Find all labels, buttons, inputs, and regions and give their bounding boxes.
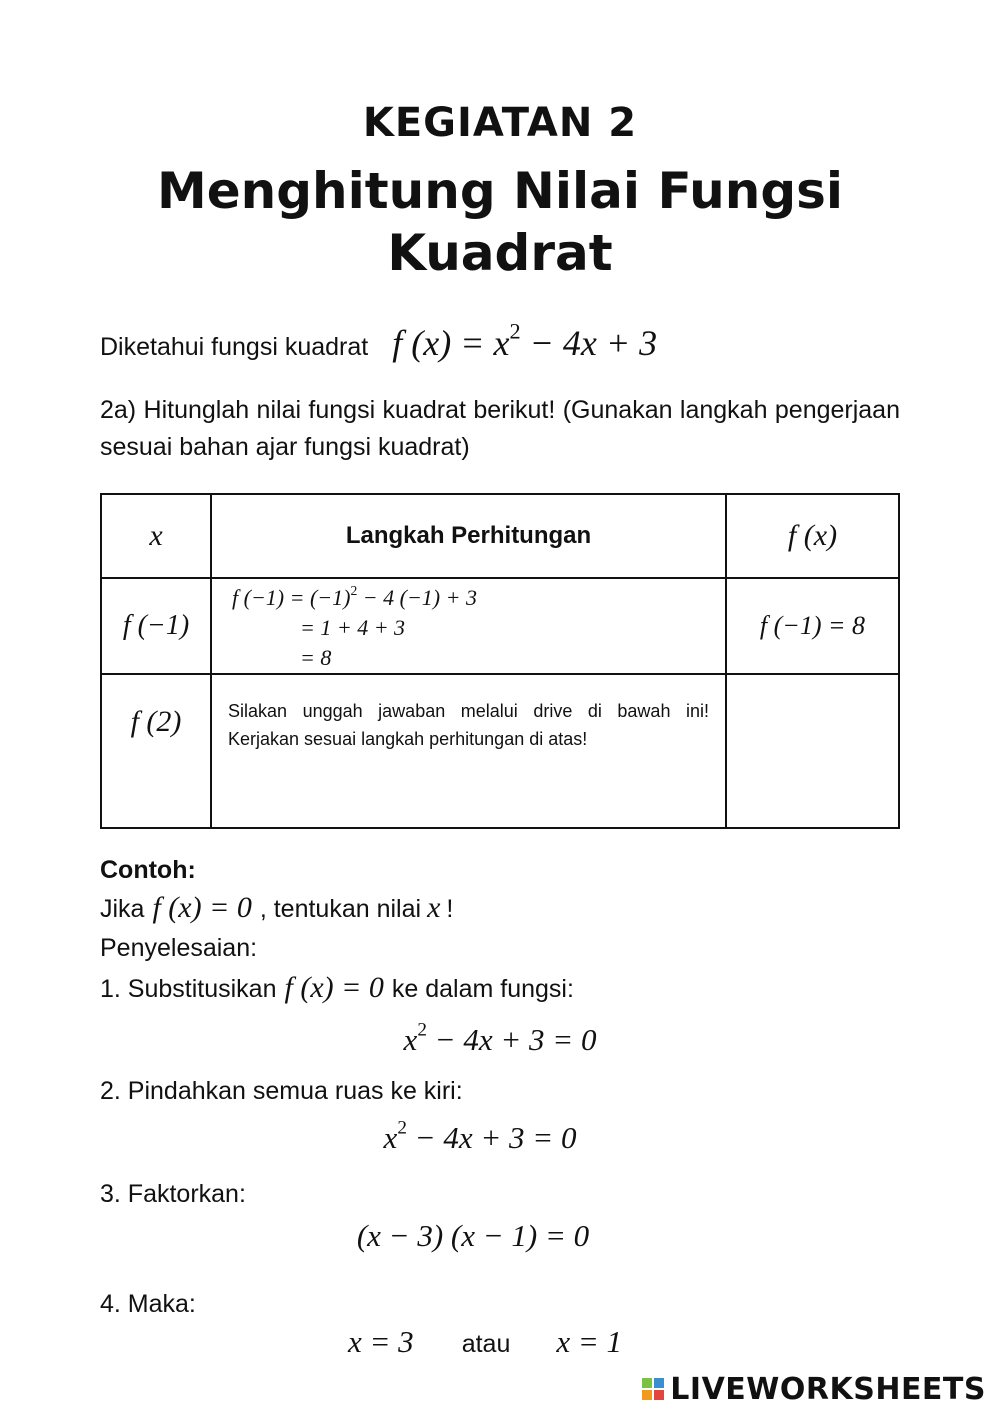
row-result: f (−1) = 8 bbox=[726, 578, 899, 674]
example-step-3: 3. Faktorkan: bbox=[100, 1180, 246, 1208]
header-steps: Langkah Perhitungan bbox=[211, 494, 726, 578]
given-label: Diketahui fungsi kuadrat bbox=[100, 333, 369, 361]
logo-icon bbox=[642, 1378, 666, 1402]
example-step-1: 1. Substitusikan f (x) = 0 ke dalam fungsi: bbox=[100, 971, 574, 1004]
equation-2: $x^2 - 4x + 3 = 0$ bbox=[383, 1117, 577, 1155]
row-x-value: f (2) bbox=[101, 674, 211, 828]
table-row bbox=[101, 674, 899, 828]
step-line: f $(-1) = (-1)^2 - 4$ (−1) + 3 bbox=[232, 582, 477, 610]
example-section bbox=[100, 852, 900, 1008]
page-title-line1: Menghitung Nilai Fungsi bbox=[156, 162, 844, 220]
step-line: = 8 bbox=[300, 645, 332, 670]
answer-input-cell[interactable] bbox=[726, 674, 899, 828]
given-formula: f $(x) = x^2 - 4x + 3$ bbox=[392, 318, 658, 363]
example-step-2: 2. Pindahkan semua ruas ke kiri: bbox=[100, 1077, 463, 1105]
activity-label: KEGIATAN 2 bbox=[362, 100, 638, 146]
example-question: Jika f (x) = 0 , tentukan nilai x ! bbox=[100, 891, 454, 924]
logo-text: LIVEWORKSHEETS bbox=[670, 1372, 986, 1407]
solution-label: Penyelesaian: bbox=[100, 934, 258, 962]
equation-3: (x − 3) (x − 1) = 0 bbox=[356, 1218, 590, 1253]
page-title bbox=[0, 160, 1000, 284]
answer-x-1: x = 1 bbox=[556, 1324, 623, 1359]
final-answer bbox=[348, 1324, 622, 1360]
example-heading: Contoh: bbox=[100, 856, 196, 884]
calculation-table bbox=[100, 493, 900, 829]
row-x-value: f (−1) bbox=[101, 578, 211, 674]
table-row bbox=[101, 578, 899, 674]
liveworksheets-logo bbox=[642, 1372, 986, 1407]
answer-x-3: x = 3 bbox=[348, 1324, 414, 1359]
header-fx: f (x) bbox=[726, 494, 899, 578]
page-title-line2: Kuadrat bbox=[387, 224, 613, 282]
equation-1: $x^2 - 4x + 3 = 0$ bbox=[403, 1019, 597, 1057]
table-header-row bbox=[101, 494, 899, 578]
step-line: = 1 + 4 + 3 bbox=[300, 615, 406, 640]
instruction-text: 2a) Hitunglah nilai fungsi kuadrat berikut! (Gunakan langkah pengerjaan sesuai bahan ajar fungsi kuadrat) bbox=[100, 396, 900, 461]
row-steps bbox=[211, 578, 726, 674]
upload-hint: Silakan unggah jawaban melalui drive di bawah ini! Kerjakan sesuai langkah perhitungan di atas! bbox=[211, 674, 726, 828]
header-x: x bbox=[101, 494, 211, 578]
given-function bbox=[100, 318, 658, 364]
example-step-4: 4. Maka: bbox=[100, 1290, 196, 1318]
answer-or: atau bbox=[461, 1330, 511, 1358]
